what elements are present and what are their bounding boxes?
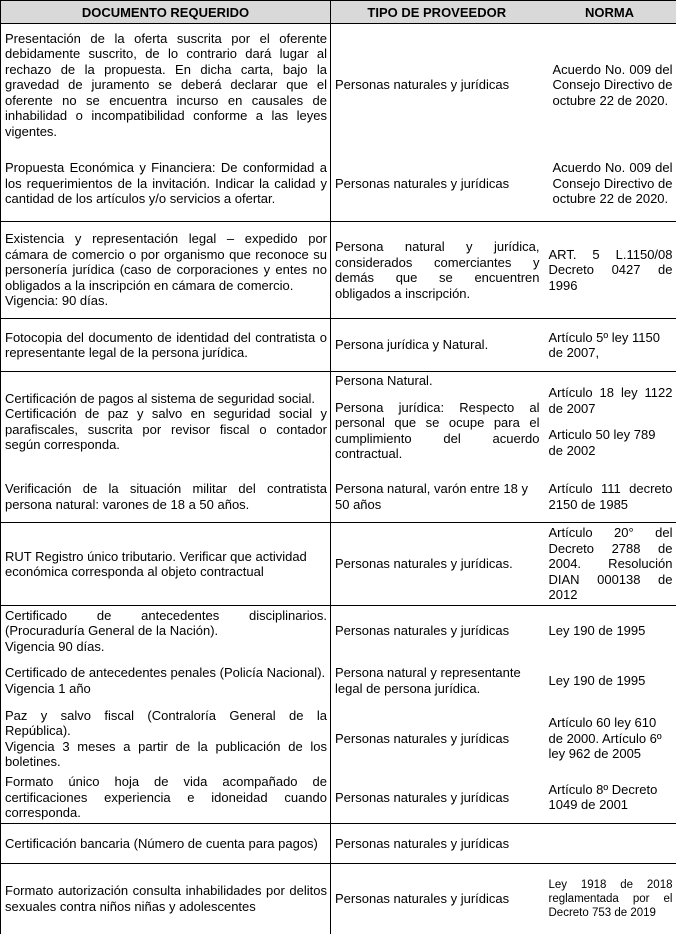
cell-proveedor: Personas naturales y jurídicas.	[331, 523, 543, 606]
documento-vigencia: Vigencia 3 meses a partir de la publicación de los boletines.	[5, 739, 327, 770]
documento-vigencia: Vigencia 1 año	[5, 681, 327, 697]
cell-norma	[543, 372, 676, 472]
table-header-row	[1, 1, 676, 24]
documento-extra: Certificación de paz y salvo en seguridad social y parafiscales, suscrita por revisor fiscal o contador según corresponda.	[5, 406, 327, 453]
table-row	[1, 24, 676, 146]
cell-norma: Acuerdo No. 009 del Consejo Directivo de octubre 22 de 2020.	[543, 146, 676, 222]
cell-norma: Acuerdo No. 009 del Consejo Directivo de octubre 22 de 2020.	[543, 24, 676, 146]
documento-text: Certificado de antecedentes penales (Policía Nacional).	[5, 665, 327, 681]
proveedor-natural: Persona Natural.	[335, 373, 540, 389]
table-row	[1, 772, 676, 824]
table-row	[1, 824, 676, 864]
header-proveedor: TIPO DE PROVEEDOR	[331, 1, 543, 24]
cell-proveedor: Personas naturales y jurídicas	[331, 772, 543, 824]
cell-documento	[1, 606, 331, 656]
cell-documento	[1, 706, 331, 772]
cell-norma: Ley 190 de 1995	[543, 656, 676, 706]
cell-proveedor: Persona natural y representante legal de persona jurídica.	[331, 656, 543, 706]
cell-norma: Artículo 60 ley 610 de 2000. Artículo 6º ley 962 de 2005	[543, 706, 676, 772]
cell-proveedor: Personas naturales y jurídicas	[331, 24, 543, 146]
cell-documento: RUT Registro único tributario. Verificar que actividad económica corresponda al objeto contractual	[1, 523, 331, 606]
table-row	[1, 523, 676, 606]
cell-proveedor: Personas naturales y jurídicas	[331, 864, 543, 934]
cell-documento: Certificación bancaria (Número de cuenta para pagos)	[1, 824, 331, 864]
cell-proveedor: Personas naturales y jurídicas	[331, 706, 543, 772]
norma-2: Articulo 50 ley 789 de 2002	[549, 427, 673, 458]
table-row	[1, 372, 676, 472]
cell-norma: Artículo 5º ley 1150 de 2007,	[543, 319, 676, 372]
documento-text: Existencia y representación legal – expedido por cámara de comercio o por organismo que reconoce su personería jurídica (caso de corporaciones y entes no obligados a la inscripción en cámara de comercio.	[5, 231, 327, 293]
table-row	[1, 146, 676, 222]
cell-norma: Artículo 20° del Decreto 2788 de 2004. Resolución DIAN 000138 de 2012	[543, 523, 676, 606]
cell-proveedor: Persona natural, varón entre 18 y 50 años	[331, 472, 543, 523]
table-row	[1, 864, 676, 934]
cell-proveedor: Personas naturales y jurídicas	[331, 824, 543, 864]
table-row	[1, 656, 676, 706]
cell-documento: Formato autorización consulta inhabilidades por delitos sexuales contra niños niñas y adolescentes	[1, 864, 331, 934]
header-norma: NORMA	[543, 1, 676, 24]
cell-norma: ART. 5 L.1150/08 Decreto 0427 de 1996	[543, 222, 676, 319]
header-documento: DOCUMENTO REQUERIDO	[1, 1, 331, 24]
cell-documento	[1, 222, 331, 319]
cell-documento: Formato único hoja de vida acompañado de certificaciones experiencia e idoneidad cuando corresponda.	[1, 772, 331, 824]
table-row	[1, 319, 676, 372]
cell-documento: Fotocopia del documento de identidad del contratista o representante legal de la persona jurídica.	[1, 319, 331, 372]
cell-norma: Ley 190 de 1995	[543, 606, 676, 656]
documento-text: Certificado de antecedentes disciplinarios. (Procuraduría General de la Nación).	[5, 608, 327, 639]
cell-documento	[1, 372, 331, 472]
cell-documento: Verificación de la situación militar del contratista persona natural: varones de 18 a 50 años.	[1, 472, 331, 523]
cell-proveedor: Persona jurídica y Natural.	[331, 319, 543, 372]
norma-1: Artículo 18 ley 1122 de 2007	[549, 385, 673, 416]
table-row	[1, 472, 676, 523]
documento-text: Paz y salvo fiscal (Contraloría General de la República).	[5, 708, 327, 739]
documento-vigencia: Vigencia: 90 días.	[5, 293, 327, 309]
table-row	[1, 706, 676, 772]
table-row	[1, 222, 676, 319]
documento-text: Certificación de pagos al sistema de seguridad social.	[5, 391, 327, 407]
table-row	[1, 606, 676, 656]
cell-proveedor: Personas naturales y jurídicas	[331, 146, 543, 222]
cell-norma	[543, 824, 676, 864]
cell-norma: Ley 1918 de 2018 reglamentada por el Decreto 753 de 2019	[543, 864, 676, 934]
cell-norma: Artículo 8º Decreto 1049 de 2001	[543, 772, 676, 824]
cell-documento: Presentación de la oferta suscrita por el oferente debidamente suscrito, de lo contrario dará lugar al rechazo de la propuesta. En dicha carta, bajo la gravedad de juramento se deberá declarar que el oferente no se encuentra incurso en causales de inhabilidad o incompatibilidad conforme a las leyes vigentes.	[1, 24, 331, 146]
documento-vigencia: Vigencia 90 días.	[5, 639, 327, 655]
cell-proveedor	[331, 372, 543, 472]
cell-norma: Artículo 111 decreto 2150 de 1985	[543, 472, 676, 523]
proveedor-juridica: Persona jurídica: Respecto al personal que se ocupe para el cumplimiento del acuerdo contractual.	[335, 400, 540, 462]
cell-documento: Propuesta Económica y Financiera: De conformidad a los requerimientos de la invitación. Indicar la calidad y cantidad de los artículos y/o servicios a ofertar.	[1, 146, 331, 222]
cell-proveedor: Persona natural y jurídica, considerados comerciantes y demás que se encuentren obligados a inscripción.	[331, 222, 543, 319]
cell-documento	[1, 656, 331, 706]
cell-proveedor: Personas naturales y jurídicas	[331, 606, 543, 656]
